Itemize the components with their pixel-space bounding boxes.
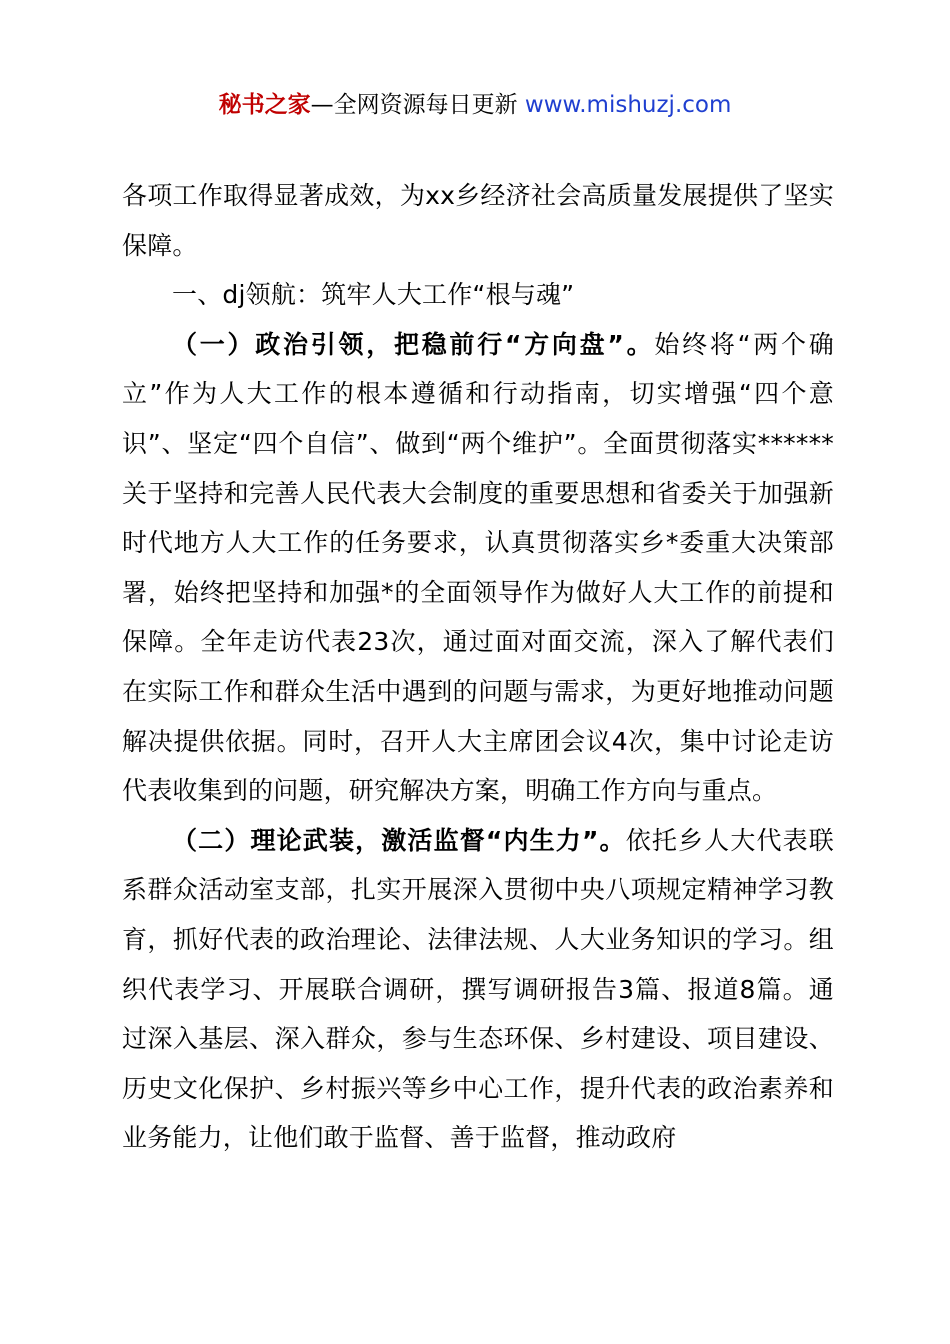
brand-name: 秘书之家 [218,92,311,118]
subsection-heading: （一）政治引领，把稳前行“方向盘”。 [172,329,655,359]
section-heading [122,270,834,320]
paragraph-continuation [122,171,834,270]
site-url-link[interactable]: www.mishuzj.com [524,92,732,118]
paragraph-theory-study [122,816,834,1163]
document-body [122,171,834,1163]
section-heading-text: 一、dj领航：筑牢人大工作“根与魂” [172,280,575,310]
paragraph-text: 始终将“两个确立”作为人大工作的根本遵循和行动指南，切实增强“四个意识”、坚定“四个自信”、做到“两个维护”。全面贯彻落实******关于坚持和完善人民代表大会制度的重要思想和省委关于加强新时代地方人大工作的任务要求，认真贯彻落实乡*委重大决策部署，始终把坚持和加强*的全面领导作为做好人大工作的前提和保障。全年走访代表23次，通过面对面交流，深入了解代表们在实际工作和群众生活中遇到的问题与需求，为更好地推动问题解决提供依据。同时，召开人大主席团会议4次，集中讨论走访代表收集到的问题，研究解决方案，明确工作方向与重点。 [122,329,834,806]
paragraph-political-guidance [122,320,834,816]
paragraph-text: 各项工作取得显著成效，为xx乡经济社会高质量发展提供了坚实保障。 [122,181,834,260]
subsection-heading: （二）理论武装，激活监督“内生力”。 [172,825,626,855]
header-tagline: —全网资源每日更新 [310,92,518,118]
page-header [0,88,950,122]
paragraph-text: 依托乡人大代表联系群众活动室支部，扎实开展深入贯彻中央八项规定精神学习教育，抓好代表的政治理论、法律法规、人大业务知识的学习。组织代表学习、开展联合调研，撰写调研报告3篇、报道8篇。通过深入基层、深入群众，参与生态环保、乡村建设、项目建设、历史文化保护、乡村振兴等乡中心工作，提升代表的政治素养和业务能力，让他们敢于监督、善于监督，推动政府 [122,825,834,1153]
